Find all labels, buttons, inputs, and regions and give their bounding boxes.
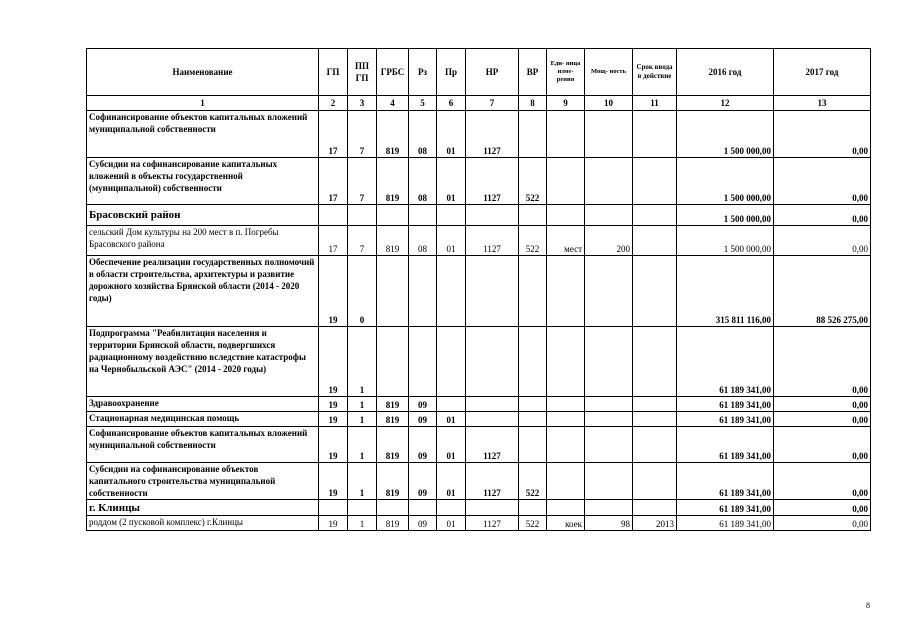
cell-nr: 1127 <box>466 427 519 463</box>
cell-grbs: 819 <box>377 158 409 205</box>
table-row <box>87 427 871 463</box>
cell-pr <box>437 500 466 516</box>
col-header-unit: Еди- ница изме- рения <box>547 49 585 96</box>
cell-name: Подпрограмма "Реабилитация населения и территории Брянской области, подвергшихся радиационному воздействию вследствие катастрофы на Чернобыльской АЭС" (2014 - 2020 годы) <box>87 327 319 397</box>
cell-name: г. Клинцы <box>87 500 319 516</box>
cell-vr <box>519 256 547 327</box>
col-number: 10 <box>585 96 633 111</box>
col-number: 6 <box>437 96 466 111</box>
cell-vr <box>519 412 547 427</box>
cell-capacity <box>585 111 633 158</box>
cell-year: 2013 <box>633 516 677 531</box>
cell-ppgp: 1 <box>348 463 377 500</box>
cell-pr <box>437 256 466 327</box>
cell-year <box>633 327 677 397</box>
cell-nr <box>466 205 519 226</box>
cell-y2016: 61 189 341,00 <box>677 463 774 500</box>
cell-year <box>633 412 677 427</box>
cell-y2016: 61 189 341,00 <box>677 516 774 531</box>
cell-unit <box>547 412 585 427</box>
cell-year <box>633 205 677 226</box>
col-header-commission-date: Срок ввода в действие <box>633 49 677 96</box>
cell-rz: 08 <box>409 111 437 158</box>
col-number: 13 <box>774 96 871 111</box>
cell-grbs: 819 <box>377 412 409 427</box>
cell-gp: 17 <box>319 111 348 158</box>
cell-year <box>633 226 677 256</box>
col-number: 12 <box>677 96 774 111</box>
cell-grbs: 819 <box>377 463 409 500</box>
cell-grbs <box>377 205 409 226</box>
cell-rz <box>409 205 437 226</box>
cell-grbs: 819 <box>377 516 409 531</box>
cell-ppgp: 1 <box>348 516 377 531</box>
cell-ppgp: 1 <box>348 327 377 397</box>
cell-ppgp: 1 <box>348 427 377 463</box>
cell-vr <box>519 111 547 158</box>
cell-rz <box>409 327 437 397</box>
cell-ppgp <box>348 205 377 226</box>
cell-y2017: 0,00 <box>774 412 871 427</box>
region-row <box>87 500 871 516</box>
cell-ppgp: 0 <box>348 256 377 327</box>
cell-y2016: 1 500 000,00 <box>677 205 774 226</box>
cell-y2017: 0,00 <box>774 427 871 463</box>
cell-gp <box>319 500 348 516</box>
cell-unit <box>547 500 585 516</box>
cell-grbs <box>377 256 409 327</box>
cell-grbs <box>377 500 409 516</box>
col-header-name: Наименование <box>87 49 319 96</box>
cell-pr: 01 <box>437 516 466 531</box>
cell-y2016: 61 189 341,00 <box>677 397 774 412</box>
cell-y2017: 0,00 <box>774 111 871 158</box>
cell-gp: 19 <box>319 412 348 427</box>
cell-vr <box>519 500 547 516</box>
cell-unit <box>547 463 585 500</box>
cell-rz: 09 <box>409 397 437 412</box>
cell-unit <box>547 205 585 226</box>
cell-name: Субсидии на софинансирование объектов капитального строительства муниципальной собственности <box>87 463 319 500</box>
cell-y2016: 61 189 341,00 <box>677 327 774 397</box>
col-header-nr: НР <box>466 49 519 96</box>
cell-y2017: 0,00 <box>774 205 871 226</box>
cell-y2016: 1 500 000,00 <box>677 111 774 158</box>
cell-name: Здравоохранение <box>87 397 319 412</box>
cell-vr <box>519 427 547 463</box>
table-body <box>87 111 871 531</box>
cell-grbs: 819 <box>377 111 409 158</box>
table-row <box>87 463 871 500</box>
cell-capacity: 200 <box>585 226 633 256</box>
cell-vr: 522 <box>519 516 547 531</box>
cell-year <box>633 463 677 500</box>
cell-y2017: 0,00 <box>774 397 871 412</box>
cell-name: сельский Дом культуры на 200 мест в п. Погребы Брасовского района <box>87 226 319 256</box>
col-header-2016: 2016 год <box>677 49 774 96</box>
cell-y2017: 0,00 <box>774 158 871 205</box>
col-number: 3 <box>348 96 377 111</box>
cell-capacity <box>585 427 633 463</box>
cell-pr <box>437 397 466 412</box>
cell-name: Стационарная медицинская помощь <box>87 412 319 427</box>
cell-gp: 19 <box>319 516 348 531</box>
header-row <box>87 49 871 96</box>
cell-unit <box>547 427 585 463</box>
cell-y2016: 61 189 341,00 <box>677 412 774 427</box>
cell-y2017: 0,00 <box>774 516 871 531</box>
cell-nr <box>466 256 519 327</box>
page-number: 8 <box>866 601 870 610</box>
cell-rz: 09 <box>409 412 437 427</box>
cell-year <box>633 397 677 412</box>
cell-gp: 17 <box>319 158 348 205</box>
cell-capacity <box>585 205 633 226</box>
table-row <box>87 327 871 397</box>
cell-unit <box>547 397 585 412</box>
table-row <box>87 397 871 412</box>
cell-rz: 08 <box>409 226 437 256</box>
cell-nr: 1127 <box>466 111 519 158</box>
cell-gp <box>319 205 348 226</box>
table-row <box>87 158 871 205</box>
cell-unit <box>547 256 585 327</box>
col-header-rz: Рз <box>409 49 437 96</box>
cell-unit <box>547 111 585 158</box>
cell-capacity <box>585 158 633 205</box>
cell-gp: 19 <box>319 463 348 500</box>
table-row <box>87 111 871 158</box>
cell-name: Брасовский район <box>87 205 319 226</box>
cell-ppgp: 1 <box>348 397 377 412</box>
cell-y2016: 1 500 000,00 <box>677 158 774 205</box>
cell-pr: 01 <box>437 158 466 205</box>
cell-rz <box>409 500 437 516</box>
cell-vr: 522 <box>519 158 547 205</box>
cell-name: Субсидии на софинансирование капитальных вложений в объекты государственной (муниципальной) собственности <box>87 158 319 205</box>
cell-rz: 08 <box>409 158 437 205</box>
col-header-gp: ГП <box>319 49 348 96</box>
cell-vr <box>519 397 547 412</box>
cell-ppgp: 7 <box>348 111 377 158</box>
cell-unit: мест <box>547 226 585 256</box>
cell-nr <box>466 412 519 427</box>
col-header-pr: Пр <box>437 49 466 96</box>
cell-ppgp: 1 <box>348 412 377 427</box>
cell-grbs <box>377 327 409 397</box>
cell-pr: 01 <box>437 412 466 427</box>
cell-grbs: 819 <box>377 397 409 412</box>
budget-table <box>86 48 871 531</box>
cell-year <box>633 158 677 205</box>
cell-nr <box>466 397 519 412</box>
cell-year <box>633 111 677 158</box>
cell-year <box>633 256 677 327</box>
cell-y2017: 0,00 <box>774 226 871 256</box>
cell-y2017: 88 526 275,00 <box>774 256 871 327</box>
cell-pr: 01 <box>437 111 466 158</box>
cell-nr: 1127 <box>466 158 519 205</box>
cell-capacity <box>585 412 633 427</box>
cell-grbs: 819 <box>377 226 409 256</box>
cell-pr <box>437 205 466 226</box>
cell-capacity <box>585 500 633 516</box>
cell-y2016: 1 500 000,00 <box>677 226 774 256</box>
col-header-vr: ВР <box>519 49 547 96</box>
cell-ppgp <box>348 500 377 516</box>
col-number: 7 <box>466 96 519 111</box>
cell-name: роддом (2 пусковой комплекс) г.Клинцы <box>87 516 319 531</box>
cell-rz: 09 <box>409 516 437 531</box>
cell-nr <box>466 500 519 516</box>
cell-pr: 01 <box>437 427 466 463</box>
cell-unit: коек <box>547 516 585 531</box>
col-header-2017: 2017 год <box>774 49 871 96</box>
table-row <box>87 256 871 327</box>
col-number: 2 <box>319 96 348 111</box>
cell-vr: 522 <box>519 226 547 256</box>
cell-grbs: 819 <box>377 427 409 463</box>
cell-ppgp: 7 <box>348 158 377 205</box>
cell-year <box>633 500 677 516</box>
cell-y2017: 0,00 <box>774 500 871 516</box>
cell-ppgp: 7 <box>348 226 377 256</box>
col-number: 11 <box>633 96 677 111</box>
cell-gp: 19 <box>319 327 348 397</box>
cell-gp: 17 <box>319 226 348 256</box>
cell-pr <box>437 327 466 397</box>
cell-y2016: 61 189 341,00 <box>677 500 774 516</box>
col-number: 1 <box>87 96 319 111</box>
column-number-row <box>87 96 871 111</box>
col-header-ppgp: ПП ГП <box>348 49 377 96</box>
cell-vr <box>519 205 547 226</box>
cell-nr <box>466 327 519 397</box>
cell-name: Софинансирование объектов капитальных вложений муниципальной собственности <box>87 111 319 158</box>
cell-capacity <box>585 463 633 500</box>
cell-unit <box>547 327 585 397</box>
cell-capacity: 98 <box>585 516 633 531</box>
region-row <box>87 205 871 226</box>
col-number: 4 <box>377 96 409 111</box>
table-row <box>87 412 871 427</box>
cell-capacity <box>585 327 633 397</box>
col-header-grbs: ГРБС <box>377 49 409 96</box>
cell-gp: 19 <box>319 256 348 327</box>
col-number: 8 <box>519 96 547 111</box>
col-header-capacity: Мощ- ность <box>585 49 633 96</box>
cell-y2017: 0,00 <box>774 327 871 397</box>
cell-pr: 01 <box>437 226 466 256</box>
cell-nr: 1127 <box>466 516 519 531</box>
cell-pr: 01 <box>437 463 466 500</box>
col-number: 9 <box>547 96 585 111</box>
cell-rz: 09 <box>409 427 437 463</box>
cell-y2016: 61 189 341,00 <box>677 427 774 463</box>
cell-y2016: 315 811 116,00 <box>677 256 774 327</box>
cell-name: Обеспечение реализации государственных полномочий в области строительства, архитектуры и развитие дорожного хозяйства Брянской области (2014 - 2020 годы) <box>87 256 319 327</box>
cell-vr <box>519 327 547 397</box>
cell-name: Софинансирование объектов капитальных вложений муниципальной собственности <box>87 427 319 463</box>
cell-nr: 1127 <box>466 463 519 500</box>
cell-nr: 1127 <box>466 226 519 256</box>
cell-year <box>633 427 677 463</box>
cell-gp: 19 <box>319 397 348 412</box>
cell-vr: 522 <box>519 463 547 500</box>
col-number: 5 <box>409 96 437 111</box>
cell-gp: 19 <box>319 427 348 463</box>
cell-capacity <box>585 256 633 327</box>
table-row <box>87 226 871 256</box>
cell-y2017: 0,00 <box>774 463 871 500</box>
cell-rz: 09 <box>409 463 437 500</box>
cell-capacity <box>585 397 633 412</box>
cell-rz <box>409 256 437 327</box>
table-row <box>87 516 871 531</box>
cell-unit <box>547 158 585 205</box>
